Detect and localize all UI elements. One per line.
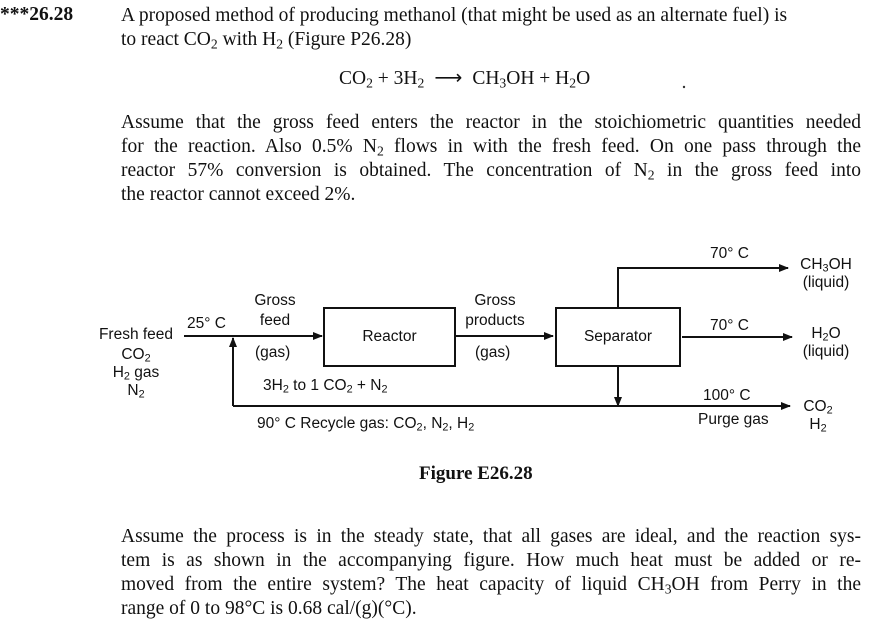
reaction-equation: $CO_2 + 3H_2$ ⟶ $CH_3OH + H_2O$ [339, 67, 591, 91]
figure-caption: Figure E26.28 [419, 463, 533, 484]
purge-temperature: 100° C [703, 387, 751, 404]
para2-line-3: moved from the entire system? The heat capacity of liquid $CH_3OH$ from Perry in the [121, 574, 861, 597]
separator-box: Separator [555, 307, 681, 367]
gross-feed-label: Gross feed [254, 292, 296, 329]
gross-feed-state: (gas) [255, 344, 291, 361]
feed-temperature: 25° C [187, 315, 226, 332]
problem-number: ***26.28 [0, 4, 74, 25]
gross-products-label: Gross products [465, 292, 525, 329]
para2-line-1: Assume the process is in the steady state, that all gases are ideal, and the reaction sys- [121, 526, 861, 547]
stray-dot [683, 86, 685, 88]
middle-outlet-temperature: 70° C [710, 317, 749, 334]
water-product-label: $H_2O$ (liquid) [802, 325, 850, 360]
para1-line-3: reactor 57% conversion is obtained. The concentration of $N_2$ in the gross feed into [121, 160, 862, 183]
top-outlet-temperature: 70° C [710, 245, 749, 262]
purge-components-label: $CO_2$ $H_2$ [803, 398, 833, 435]
fresh-feed-components: $CO_2$ $H_2$ gas $N_2$ [112, 346, 160, 401]
reaction-arrow-icon: ⟶ [434, 67, 463, 89]
methanol-product-label: $CH_3OH$ (liquid) [800, 256, 852, 291]
intro-line-2: to react $CO_2$ with $H_2$ (Figure P26.28) [121, 29, 412, 52]
purge-gas-label: Purge gas [698, 411, 769, 428]
para2-line-2: tem is as shown in the accompanying figure. How much heat must be added or re- [121, 550, 861, 571]
para1-line-4: the reactor cannot exceed 2%. [121, 184, 356, 205]
gross-products-state: (gas) [475, 344, 511, 361]
methanol-outlet-stream [618, 268, 788, 307]
fresh-feed-label: Fresh feed [98, 326, 174, 343]
reactor-box: Reactor [323, 307, 456, 367]
recycle-gas-label: 90° C Recycle gas: $CO_2$, $N_2$, $H_2$ [257, 415, 475, 434]
para1-line-1: Assume that the gross feed enters the reactor in the stoichiometric quantities needed [121, 112, 861, 133]
para2-line-4: range of 0 to 98°C is 0.68 cal/(g)(°C). [121, 598, 417, 619]
feed-ratio: $3H_2$ to 1 $CO_2 + N_2$ [263, 377, 388, 396]
para1-line-2: for the reaction. Also 0.5% $N_2$ flows in with the fresh feed. On one pass through the [121, 136, 861, 159]
intro-line-1: A proposed method of producing methanol (that might be used as an alternate fuel) is [121, 5, 788, 26]
